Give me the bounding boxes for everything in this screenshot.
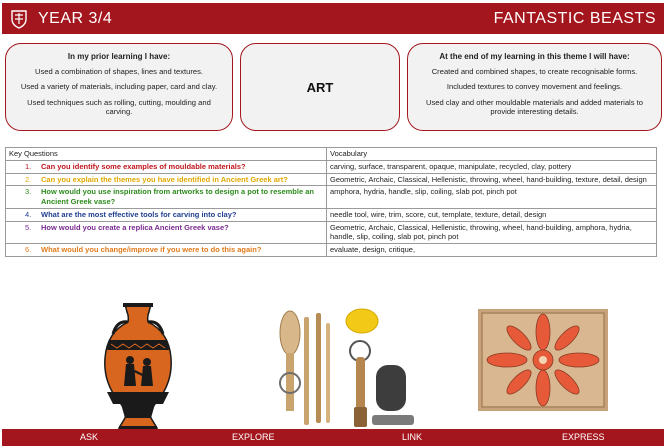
footer-express: EXPRESS — [562, 432, 605, 442]
question-number: 4. — [25, 209, 32, 219]
question-text: What are the most effective tools for carving into clay? — [41, 209, 237, 219]
school-crest-icon — [8, 8, 30, 30]
footer-link: LINK — [402, 432, 423, 442]
header-bar — [2, 3, 664, 34]
vocabulary-cell: evaluate, design, critique, — [327, 244, 657, 257]
table-row — [6, 160, 657, 173]
vocabulary-cell: carving, surface, transparent, opaque, manipulate, recycled, clay, pottery — [327, 160, 657, 173]
prior-item: Used techniques such as rolling, cutting, moulding and carving. — [27, 97, 211, 117]
question-number: 3. — [25, 187, 32, 197]
footer-ask: ASK — [80, 432, 99, 442]
clay-carving-image — [478, 309, 608, 411]
vocabulary-cell: needle tool, wire, trim, score, cut, template, texture, detail, design — [327, 208, 657, 221]
prior-item: Used a variety of materials, including paper, card and clay. — [20, 82, 218, 92]
year-label: YEAR 3/4 — [38, 9, 113, 27]
question-text: How would you create a replica Ancient Greek vase? — [41, 222, 229, 232]
vocabulary-cell: amphora, hydria, handle, slip, coiling, slab pot, pinch pot — [327, 186, 657, 209]
pottery-tools-image — [260, 305, 420, 432]
theme-title: FANTASTIC BEASTS — [493, 9, 656, 27]
prior-learning-box — [5, 43, 233, 131]
end-item: Included textures to convey movement and feelings. — [446, 82, 623, 92]
subject-title: ART — [306, 79, 334, 95]
greek-amphora-image — [95, 300, 181, 436]
vocabulary-cell: Geometric, Archaic, Classical, Hellenistic, throwing, wheel, hand-building, amphora, hydria, handle, slip, coiling, slab pot, pinch pot — [327, 221, 657, 244]
subject-box — [240, 43, 400, 131]
end-item: Used clay and other mouldable materials and added materials to provide interesting details. — [426, 97, 643, 117]
end-learning-title: At the end of my learning in this theme I will have: — [439, 52, 630, 61]
question-number: 1. — [25, 161, 32, 171]
question-number: 5. — [25, 222, 32, 232]
table-row — [6, 186, 657, 209]
vocabulary-cell: Geometric, Archaic, Classical, Hellenistic, throwing, wheel, hand-building, texture, detail, design — [327, 173, 657, 186]
table-row — [6, 208, 657, 221]
question-text: Can you explain the themes you have identified in Ancient Greek art? — [41, 174, 288, 184]
end-learning-box — [407, 43, 662, 131]
question-text: Can you identify some examples of mouldable materials? — [41, 161, 246, 171]
footer-explore: EXPLORE — [232, 432, 275, 442]
table-row — [6, 221, 657, 244]
end-item: Created and combined shapes, to create recognisable forms. — [431, 67, 638, 76]
key-questions-header: Key Questions — [6, 148, 327, 161]
question-number: 6. — [25, 245, 32, 254]
key-questions-table — [5, 147, 657, 257]
question-number: 2. — [25, 174, 32, 184]
vocabulary-header: Vocabulary — [327, 148, 657, 161]
prior-learning-title: In my prior learning I have: — [67, 52, 171, 61]
table-row — [6, 244, 657, 257]
prior-item: Used a combination of shapes, lines and textures. — [34, 67, 203, 76]
table-header-row — [6, 148, 657, 161]
question-text: How would you use inspiration from artworks to design a pot to resemble an Ancient Greek vase? — [41, 187, 314, 206]
footer-bar — [2, 429, 664, 446]
question-text: What would you change/improve if you were to do this again? — [41, 245, 262, 254]
table-row — [6, 173, 657, 186]
